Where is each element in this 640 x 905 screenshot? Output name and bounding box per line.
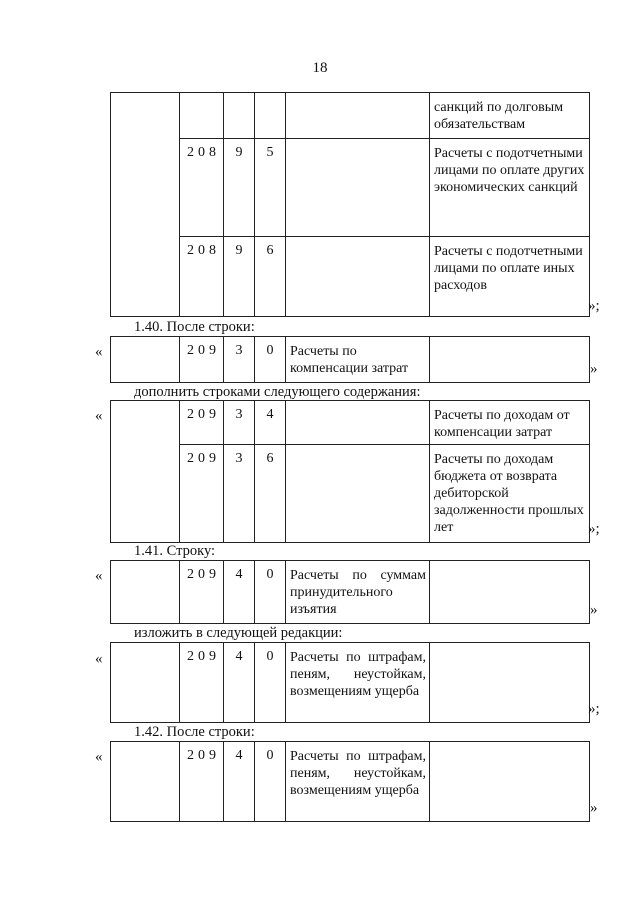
code-cell: 209 xyxy=(180,337,224,383)
code-cell: 4 xyxy=(224,561,255,624)
table-row xyxy=(111,401,590,445)
description-cell: Расчеты с подотчетными лицами по оплате других экономических санкций xyxy=(430,139,590,237)
instruction-text: 1.42. После строки: xyxy=(134,724,255,740)
instruction-text: 1.40. После строки: xyxy=(134,319,255,335)
instruction-text: изложить в следующей редакции: xyxy=(134,625,343,641)
code-cell: 209 xyxy=(180,445,224,543)
account-table-continuation xyxy=(110,92,590,317)
opening-quote: « xyxy=(95,568,103,584)
closing-quote: » xyxy=(590,361,598,377)
empty-cell xyxy=(111,337,180,383)
opening-quote: « xyxy=(95,344,103,360)
code-cell xyxy=(180,93,224,139)
code-cell: 6 xyxy=(255,237,286,317)
table-row xyxy=(111,139,590,237)
table-row xyxy=(111,337,590,383)
code-cell: 209 xyxy=(180,401,224,445)
code-cell: 3 xyxy=(224,337,255,383)
description-cell: Расчеты по штрафам, пеням, неустойкам, возмещениям ущерба xyxy=(286,742,430,822)
code-cell: 9 xyxy=(224,237,255,317)
instruction-text: дополнить строками следующего содержания: xyxy=(134,384,421,400)
opening-quote: « xyxy=(95,749,103,765)
code-cell: 0 xyxy=(255,337,286,383)
empty-cell xyxy=(111,643,180,723)
description-cell: Расчеты по компенсации затрат xyxy=(286,337,430,383)
description-cell xyxy=(286,139,430,237)
description-cell: Расчеты с подотчетными лицами по оплате иных расходов xyxy=(430,237,590,317)
description-cell: Расчеты по доходам от компенсации затрат xyxy=(430,401,590,445)
code-cell: 9 xyxy=(224,139,255,237)
description-cell: Расчеты по доходам бюджета от возврата дебиторской задолженности прошлых лет xyxy=(430,445,590,543)
empty-cell xyxy=(111,742,180,822)
description-cell: Расчеты по суммам принудительного изъятия xyxy=(286,561,430,624)
code-cell: 4 xyxy=(255,401,286,445)
description-cell: санкций по долговым обязательствам xyxy=(430,93,590,139)
code-cell: 4 xyxy=(224,643,255,723)
code-cell: 0 xyxy=(255,643,286,723)
instruction-text: 1.41. Строку: xyxy=(134,543,216,559)
code-cell: 5 xyxy=(255,139,286,237)
description-cell xyxy=(286,93,430,139)
description-cell: Расчеты по штрафам, пеням, неустойкам, возмещениям ущерба xyxy=(286,643,430,723)
description-cell xyxy=(430,561,590,624)
description-cell xyxy=(286,237,430,317)
table-row xyxy=(111,237,590,317)
account-table xyxy=(110,642,590,723)
code-cell: 3 xyxy=(224,445,255,543)
description-cell xyxy=(286,445,430,543)
empty-cell xyxy=(111,561,180,624)
closing-quote: » xyxy=(590,800,598,816)
opening-quote: « xyxy=(95,408,103,424)
code-cell xyxy=(224,93,255,139)
code-cell: 208 xyxy=(180,139,224,237)
account-table xyxy=(110,400,590,543)
account-table xyxy=(110,741,590,822)
table-row xyxy=(111,561,590,624)
code-cell: 4 xyxy=(224,742,255,822)
code-cell: 208 xyxy=(180,237,224,317)
table-row xyxy=(111,445,590,543)
code-cell: 209 xyxy=(180,561,224,624)
code-cell: 0 xyxy=(255,742,286,822)
account-table xyxy=(110,336,590,383)
description-cell xyxy=(430,643,590,723)
code-cell: 6 xyxy=(255,445,286,543)
table-row xyxy=(111,742,590,822)
account-table xyxy=(110,560,590,624)
description-cell xyxy=(430,742,590,822)
code-cell xyxy=(255,93,286,139)
table-row xyxy=(111,93,590,139)
closing-quote: »; xyxy=(588,701,600,717)
page-number: 18 xyxy=(312,60,328,76)
closing-quote: »; xyxy=(588,521,600,537)
code-cell: 209 xyxy=(180,742,224,822)
code-cell: 209 xyxy=(180,643,224,723)
code-cell: 3 xyxy=(224,401,255,445)
table-row xyxy=(111,643,590,723)
description-cell xyxy=(286,401,430,445)
opening-quote: « xyxy=(95,651,103,667)
empty-cell xyxy=(111,401,180,543)
code-cell: 0 xyxy=(255,561,286,624)
empty-cell xyxy=(111,93,180,317)
closing-quote: »; xyxy=(588,298,600,314)
description-cell xyxy=(430,337,590,383)
closing-quote: » xyxy=(590,602,598,618)
